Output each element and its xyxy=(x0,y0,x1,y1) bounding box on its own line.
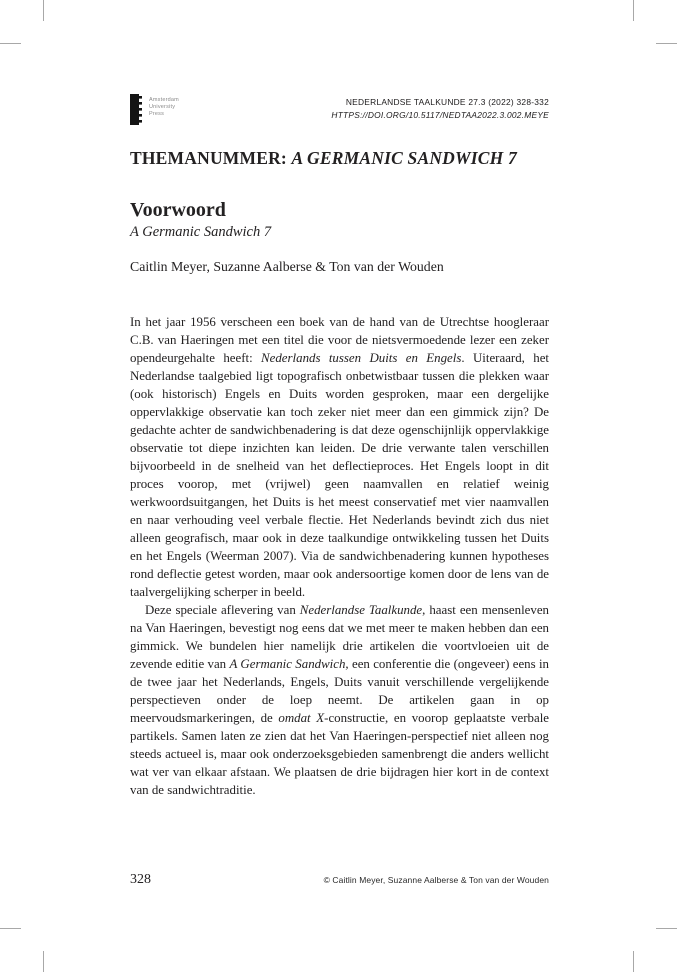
article-body xyxy=(130,313,549,799)
crop-mark-bottom-right-horizontal xyxy=(656,928,677,929)
doi-line: HTTPS://DOI.ORG/10.5117/NEDTAA2022.3.002.MEYE xyxy=(331,109,549,120)
crop-mark-bottom-left-vertical xyxy=(43,951,44,972)
page-number: 328 xyxy=(130,872,151,887)
article-title: Voorwoord xyxy=(130,199,226,221)
publisher-name-line: Amsterdam xyxy=(149,97,179,103)
paragraph: In het jaar 1956 verscheen een boek van de hand van de Utrechtse hoogleraar C.B. van Haeringen met een titel die voor de nietsvermoedende lezer een zeker opendeurgehalte heeft: Nederlands tussen Duits en Engels. Uiteraard, het Nederlandse taalgebied ligt topografisch onbetwistbaar tussen die plekken waar (ook historisch) Engels en Duits worden gesproken, maar een dergelijke oppervlakkige observatie kan toch zeker niet meer dan een gimmick zijn? De gedachte achter de sandwichbenadering is dat deze ogenschijnlijk oppervlakkige observatie tot diepe inzichten kan leiden. De drie verwante talen verschillen bijvoorbeeld in de snelheid van het deflectieproces. Het Engels loopt in dit proces voorop, met (vrijwel) geen naamvallen en relatief weinig werkwoordsuitgangen, het Duits is het meest conservatief met vier naamvallen en naar verhouding veel verbale flectie. Het Nederlands bevindt zich dus niet alleen geografisch, maar ook in deze taalkundige ontwikkeling tussen het Duits en het Engels (Weerman 2007). Via de sandwichbenadering kunnen hypotheses rond deflectie getest worden, maar ook andersoortige komen door de lens van de taalvergelijking scherper in beeld. xyxy=(130,315,549,599)
article-authors: Caitlin Meyer, Suzanne Aalberse & Ton van der Wouden xyxy=(130,259,444,274)
crop-mark-bottom-left-horizontal xyxy=(0,928,21,929)
crop-mark-top-left-vertical xyxy=(43,0,44,21)
theme-title: THEMANUMMER: A GERMANIC SANDWICH 7 xyxy=(130,148,518,168)
crop-mark-top-right-vertical xyxy=(633,0,634,21)
article-subtitle: A Germanic Sandwich 7 xyxy=(130,224,272,240)
crop-mark-top-left-horizontal xyxy=(0,43,21,44)
journal-issue-line: NEDERLANDSE TAALKUNDE 27.3 (2022) 328-332 xyxy=(345,97,549,107)
crop-mark-bottom-right-vertical xyxy=(633,951,634,972)
publisher-name-line: University xyxy=(149,104,176,110)
copyright-line: © Caitlin Meyer, Suzanne Aalberse & Ton van der Wouden xyxy=(323,875,549,885)
publisher-name-line: Press xyxy=(149,111,165,117)
crop-mark-top-right-horizontal xyxy=(656,43,677,44)
paragraph: Deze speciale aflevering van Nederlandse Taalkunde, haast een mensenleven na Van Haeringen, bevestigt nog eens dat we met meer te maken hebben dan een gimmick. We bundelen hier namelijk drie artikelen die voortvloeien uit de zevende editie van A Germanic Sandwich, een conferentie die (ongeveer) eens in de twee jaar het Nederlands, Engels, Duits vanuit verschillende vergelijkende perspectieven onder de loep neemt. De artikelen gaan in op meervoudsmarkeringen, de omdat X-constructie, en voorop geplaatste verbale partikels. Samen laten ze zien dat het Van Haeringen-perspectief niet alleen nog steeds actueel is, maar ook onderzoeksgebieden samenbrengt die anders wellicht wat ver van elkaar afstaan. We plaatsen de drie bijdragen hier kort in de context van de sandwichtraditie. xyxy=(130,603,549,797)
journal-info xyxy=(130,96,549,121)
